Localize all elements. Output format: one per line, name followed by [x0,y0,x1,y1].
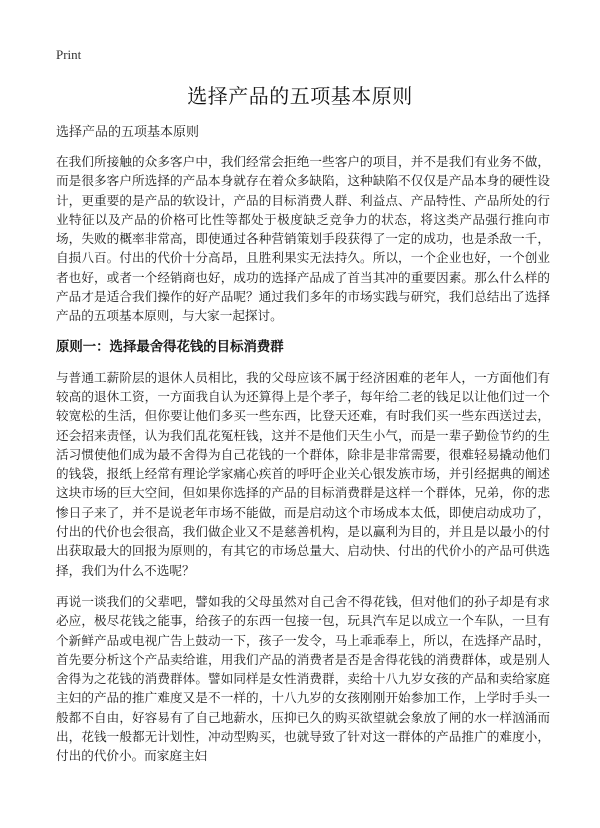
section-heading: 原则一：选择最舍得花钱的目标消费群 [56,339,284,355]
document-body [56,152,550,778]
intro-paragraph: 在我们所接触的众多客户中，我们经常会拒绝一些客户的项目，并不是我们有业务不做，而是很多客户所选择的产品本身就存在着众多缺陷，这种缺陷不仅仅是产品本身的硬性设计，更重要的是产品的软设计，产品的目标消费人群、利益点、产品特性、产品所处的行业特征以及产品的价格可比性等都处于极度缺乏竞争力的状态，将这类产品强行推向市场，失败的概率非常高，即使通过各种营销策划手段获得了一定的成功，也是杀敌一千，自损八百。付出的代价十分高昂，且胜利果实无法持久。所以，一个企业也好，一个创业者也好，或者一个经销商也好，成功的选择产品成了首当其冲的重要因素。那么什么样的产品才是适合我们操作的好产品呢？通过我们多年的市场实践与研究，我们总结出了选择产品的五项基本原则，与大家一起探讨。 [56,154,550,324]
print-label: Print [56,47,82,62]
body-paragraph: 与普通工薪阶层的退休人员相比，我的父母应该不属于经济困难的老年人，一方面他们有较高的退休工资，一方面我自认为还算得上是个孝子，每年给二老的钱足以让他们过一个较宽松的生活，但你要让他们多买一些东西，比登天还难，有时我们买一些东西送过去，还会招来责怪，认为我们乱花冤枉钱，这并不是他们天生小气，而是一辈子勤俭节约的生活习惯使他们成为最不舍得为自己花钱的一个群体，除非是非常需要，很难轻易撬动他们的钱袋，报纸上经常有理论学家痛心疾首的呼吁企业关心银发族市场，并引经据典的阐述这块市场的巨大空间，但如果你选择的产品的目标消费群是这样一个群体，兄弟，你的悲惨日子来了，并不是说老年市场不能做，而是启动这个市场成本太低，即使启动成功了，付出的代价也会很高，我们做企业又不是慈善机构，是以赢利为目的，并且是以最小的付出获取最大的回报为原则的，有其它的市场总量大、启动快、付出的代价小的产品可供选择，我们为什么不选呢？ [56,369,550,578]
document-subtitle: 选择产品的五项基本原则 [56,125,200,140]
document-title: 选择产品的五项基本原则 [187,84,413,108]
body-paragraph: 再说一谈我们的父辈吧，譬如我的父母虽然对自己舍不得花钱，但对他们的孙子却是有求必应，极尽花钱之能事，给孩子的东西一包接一包，玩具汽车足以成立一个车队，一旦有个新鲜产品或电视广告上鼓动一下，孩子一发令，马上乖乖奉上，所以，在选择产品时，首先要分析这个产品卖给谁，用我们产品的消费者是否是舍得花钱的消费群体，或是别人舍得为之花钱的消费群体。譬如同样是女性消费群，卖给十八九岁女孩的产品和卖给家庭主妇的产品的推广难度又是不一样的，十八九岁的女孩刚刚开始参加工作，上学时手头一般都不自由，好容易有了自己地薪水，压抑已久的购买欲望就会象放了闸的水一样汹涌而出，花钱一般都无计划性，冲动型购买，也就导致了针对这一群体的产品推广的难度小，付出的代价小。而家庭主妇 [56,593,550,764]
